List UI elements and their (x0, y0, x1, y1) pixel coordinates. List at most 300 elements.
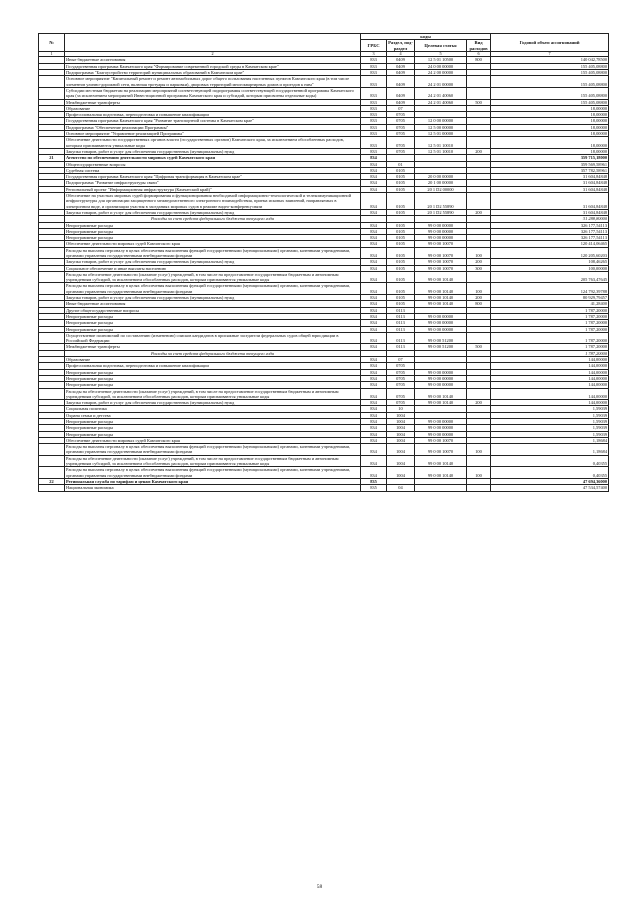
row-grbs-code: 834 (361, 295, 387, 301)
row-amount: 1 787,20000 (491, 332, 609, 344)
header-codes: коды (361, 34, 491, 40)
row-section-code: 0705 (387, 131, 415, 137)
row-amount: 18,00000 (491, 112, 609, 118)
table-row (39, 485, 609, 491)
row-grbs-code: 834 (361, 406, 387, 412)
row-target-code: 12 5 01 10500 (415, 57, 467, 63)
row-target-code: 99 0 00 10140 (415, 400, 467, 406)
row-expense-type-code (467, 87, 491, 99)
row-target-code: 20 0 00 00000 (415, 174, 467, 180)
row-name: Закупка товаров, работ и услуг для обеспечения государственных (муниципальных) нужд (65, 259, 361, 265)
row-target-code: 99 0 00 00000 (415, 235, 467, 241)
row-expense-type-code: 200 (467, 259, 491, 265)
row-section-code: 0105 (387, 265, 415, 271)
row-name: Закупка товаров, работ и услуг для обеспечения государственных (муниципальных) нужд (65, 148, 361, 154)
row-expense-type-code: 200 (467, 209, 491, 215)
row-name: Межбюджетные трансферты (65, 344, 361, 350)
row-target-code: 99 0 00 10070 (415, 247, 467, 259)
row-section-code: 0105 (387, 180, 415, 186)
row-section-code: 1004 (387, 431, 415, 437)
row-section-code: 1004 (387, 437, 415, 443)
header-section: Раздел, под- раздел (388, 40, 413, 51)
row-grbs-code: 834 (361, 437, 387, 443)
row-number (39, 444, 65, 456)
row-section-code: 0105 (387, 301, 415, 307)
row-target-code: 12 5 01 10010 (415, 137, 467, 149)
row-section-code: 0113 (387, 344, 415, 350)
row-name: Социальное обеспечение и иные выплаты населению (65, 265, 361, 271)
row-section-code: 1004 (387, 467, 415, 479)
row-amount: 1,59039 (491, 425, 609, 431)
row-grbs-code: 834 (361, 357, 387, 363)
row-grbs-code: 834 (361, 283, 387, 295)
row-section-code: 0705 (387, 369, 415, 375)
row-target-code: 99 0 00 10140 (415, 301, 467, 307)
row-grbs-code: 834 (361, 193, 387, 210)
row-target-code: 12 5 01 00000 (415, 131, 467, 137)
row-amount: 120 414,06465 (491, 241, 609, 247)
row-amount: 144,00000 (491, 388, 609, 400)
row-target-code: 99 0 00 00000 (415, 431, 467, 437)
row-target-code: 12 5 01 10010 (415, 148, 467, 154)
column-number: 7 (491, 51, 609, 57)
row-amount: 326 177,54113 (491, 228, 609, 234)
row-section-code: 01 (387, 161, 415, 167)
row-expense-type-code: 300 (467, 265, 491, 271)
row-amount: 1 787,20000 (491, 307, 609, 313)
table-row (39, 137, 609, 149)
row-number (39, 388, 65, 400)
row-section-code: 0105 (387, 283, 415, 295)
row-target-code: 99 0 00 00000 (415, 222, 467, 228)
row-number (39, 283, 65, 295)
row-name: Непрограммные расходы (65, 313, 361, 319)
row-amount: 1 787,20000 (491, 350, 609, 356)
row-name: Расходы на выплаты персоналу в целях обеспечения выполнения функций государственными (муниципальными) органами, казенными учреждениями, органами управления государственными внебюджетными фондами (65, 467, 361, 479)
row-grbs-code: 834 (361, 326, 387, 332)
row-name: Непрограммные расходы (65, 419, 361, 425)
budget-allocation-table (38, 33, 609, 492)
row-expense-type-code: 200 (467, 400, 491, 406)
row-name: Закупка товаров, работ и услуг для обеспечения государственных (муниципальных) нужд (65, 209, 361, 215)
row-target-code: 99 0 00 10140 (415, 295, 467, 301)
row-section-code: 0113 (387, 307, 415, 313)
row-name: Образование (65, 357, 361, 363)
row-grbs-code: 834 (361, 400, 387, 406)
row-section-code: 0705 (387, 400, 415, 406)
row-number (39, 87, 65, 99)
page-number: 58 (316, 884, 323, 890)
row-name: Непрограммные расходы (65, 228, 361, 234)
row-target-code: 99 0 00 10070 (415, 259, 467, 265)
row-section-code: 0705 (387, 375, 415, 381)
row-grbs-code: 834 (361, 313, 387, 319)
row-amount: 144,00000 (491, 369, 609, 375)
row-name: Закупка товаров, работ и услуг для обеспечения государственных (муниципальных) нужд (65, 400, 361, 406)
row-amount: 80 929,79457 (491, 295, 609, 301)
row-grbs-code: 833 (361, 99, 387, 105)
row-section-code: 0105 (387, 241, 415, 247)
row-section-code: 0105 (387, 174, 415, 180)
row-number: 21 (39, 155, 65, 161)
row-grbs-code: 834 (361, 222, 387, 228)
row-number: 22 (39, 478, 65, 484)
row-name: Обеспечение деятельности мировых судей Камчатского края (65, 241, 361, 247)
row-target-code: 99 0 00 00000 (415, 369, 467, 375)
row-grbs-code: 834 (361, 431, 387, 437)
row-section-code: 0705 (387, 382, 415, 388)
row-target-code: 99 0 00 10140 (415, 467, 467, 479)
row-expense-type-code: 100 (467, 444, 491, 456)
row-grbs-code: 833 (361, 57, 387, 63)
row-target-code: 99 0 00 10140 (415, 271, 467, 283)
table-row (39, 283, 609, 295)
row-amount: 31 604,84848 (491, 186, 609, 192)
row-amount: 144,00000 (491, 375, 609, 381)
row-target-code: 24 2 01 00000 (415, 76, 467, 88)
row-grbs-code: 833 (361, 63, 387, 69)
row-amount: 1 787,20000 (491, 344, 609, 350)
row-grbs-code: 834 (361, 241, 387, 247)
row-name: Подпрограмма "Благоустройство территорий муниципальных образований в Камчатском крае" (65, 70, 361, 76)
row-amount: 326 177,54113 (491, 235, 609, 241)
row-amount: 357 782,58961 (491, 167, 609, 173)
column-number: 4 (387, 51, 415, 57)
row-amount: 359 569,58961 (491, 161, 609, 167)
row-name: Государственная программа Камчатского края "Развитие транспортной системы в Камчатском крае" (65, 118, 361, 124)
row-amount: 47 534,57400 (491, 485, 609, 491)
row-grbs-code: 834 (361, 167, 387, 173)
row-target-code: 20 1 00 00000 (415, 180, 467, 186)
row-number (39, 271, 65, 283)
header-number: № (39, 34, 65, 52)
row-amount: 144,00000 (491, 400, 609, 406)
row-grbs-code: 833 (361, 118, 387, 124)
column-number: 2 (65, 51, 361, 57)
row-grbs-code: 834 (361, 455, 387, 467)
row-name: Непрограммные расходы (65, 326, 361, 332)
row-grbs-code: 834 (361, 265, 387, 271)
row-amount: 326 177,54113 (491, 222, 609, 228)
row-number (39, 247, 65, 259)
row-name: Непрограммные расходы (65, 425, 361, 431)
row-amount: 31 288,80000 (491, 216, 609, 222)
row-section-code: 1004 (387, 455, 415, 467)
row-grbs-code: 833 (361, 137, 387, 149)
row-amount: 18,00000 (491, 137, 609, 149)
row-amount: 47 694,36000 (491, 478, 609, 484)
row-target-code: 12 5 00 00000 (415, 124, 467, 130)
row-amount: 0,40355 (491, 455, 609, 467)
row-target-code: 99 0 00 10140 (415, 455, 467, 467)
row-expense-type-code: 100 (467, 247, 491, 259)
row-name: Непрограммные расходы (65, 375, 361, 381)
row-amount: 41,28400 (491, 301, 609, 307)
header-name (65, 34, 361, 52)
row-expense-type-code (467, 485, 491, 491)
row-amount: 124 792,39788 (491, 283, 609, 295)
row-section-code: 0705 (387, 112, 415, 118)
row-name: Обеспечение на участках мировых судей формирования и функционирования необходимой информационно-технологической и телекоммуникационной инфраструктуры для организации защищенного межведомственного электронного взаимодействия, приема исковых заявлений, направляемых в электронном виде, и организации участия в заседаниях мировых судов в режиме видео-конференц-связи (65, 193, 361, 210)
row-grbs-code: 833 (361, 131, 387, 137)
row-grbs-code: 834 (361, 174, 387, 180)
row-name: Непрограммные расходы (65, 431, 361, 437)
row-number (39, 76, 65, 88)
row-section-code: 0105 (387, 193, 415, 210)
row-name: Агентство по обеспечению деятельности мировых судей Камчатского края (65, 155, 361, 161)
row-grbs-code: 834 (361, 344, 387, 350)
row-name: Другие общегосударственные вопросы (65, 307, 361, 313)
row-target-code: 20 1 D2 55890 (415, 193, 467, 210)
row-amount: 144,00000 (491, 357, 609, 363)
row-amount: 31 604,84848 (491, 180, 609, 186)
row-name: Основное мероприятие "Управление реализацией Программы" (65, 131, 361, 137)
row-section-code: 0409 (387, 70, 415, 76)
table-row (39, 455, 609, 467)
row-expense-type-code: 200 (467, 148, 491, 154)
header-expense-type: Вид расходов (467, 40, 491, 52)
row-section-code: 0409 (387, 99, 415, 105)
row-number (39, 485, 65, 491)
row-name: Расходы на выплаты персоналу в целях обеспечения выполнения функций государственными (муниципальными) органами, казенными учреждениями, органами управления государственными внебюджетными фондами (65, 247, 361, 259)
row-section-code: 0105 (387, 209, 415, 215)
row-amount: 18,00000 (491, 118, 609, 124)
row-target-code: 99 0 00 00000 (415, 425, 467, 431)
row-name: Непрограммные расходы (65, 222, 361, 228)
row-amount: 144,00000 (491, 382, 609, 388)
row-amount: 155 405,08800 (491, 76, 609, 88)
row-target-code: 99 0 00 00000 (415, 419, 467, 425)
row-section-code: 1004 (387, 444, 415, 456)
table-row (39, 247, 609, 259)
row-name: Общегосударственные вопросы (65, 161, 361, 167)
row-name: Региональный проект "Информационная инфраструктура (Камчатский край)" (65, 186, 361, 192)
row-amount: 1,18684 (491, 437, 609, 443)
row-grbs-code: 835 (361, 485, 387, 491)
row-target-code: 24 2 01 40060 (415, 87, 467, 99)
row-section-code: 0105 (387, 228, 415, 234)
row-section-code: 1004 (387, 425, 415, 431)
table-row (39, 76, 609, 88)
row-target-code: 99 0 00 10070 (415, 241, 467, 247)
row-grbs-code: 834 (361, 235, 387, 241)
row-section-code: 0105 (387, 235, 415, 241)
row-target-code (415, 485, 467, 491)
row-section-code: 10 (387, 406, 415, 412)
row-target-code: 99 0 00 10140 (415, 283, 467, 295)
row-amount: 140 042,78500 (491, 57, 609, 63)
row-target-code: 99 0 00 10140 (415, 388, 467, 400)
row-number (39, 332, 65, 344)
row-target-code: 24 0 00 00000 (415, 63, 467, 69)
row-name: Образование (65, 105, 361, 111)
row-section-code: 0705 (387, 388, 415, 400)
table-body (39, 57, 609, 491)
row-target-code: 99 0 00 10070 (415, 265, 467, 271)
row-section-code: 04 (387, 485, 415, 491)
row-amount: 18,00000 (491, 124, 609, 130)
row-section-code: 0105 (387, 271, 415, 283)
row-name: Расходы на выплаты персоналу в целях обеспечения выполнения функций государственными (муниципальными) органами, казенными учреждениями, органами управления государственными внебюджетными фондами (65, 444, 361, 456)
row-expense-type-code: 200 (467, 295, 491, 301)
table-row (39, 87, 609, 99)
row-amount: 31 604,84848 (491, 193, 609, 210)
row-amount: 144,00000 (491, 363, 609, 369)
row-grbs-code: 834 (361, 419, 387, 425)
row-expense-type-code (467, 76, 491, 88)
row-name: Субсидии местным бюджетам на реализацию мероприятий соответствующей подпрограммы соответствующей государственной программы Камчатского края (за исключением мероприятий Инвестиционной программы Камчатского края и субсидий, которым присвоены отдельные коды) (65, 87, 361, 99)
row-target-code: 99 0 00 00000 (415, 375, 467, 381)
row-grbs-code: 834 (361, 467, 387, 479)
row-section-code: 0409 (387, 63, 415, 69)
row-name: Расходы на обеспечение деятельности (оказание услуг) учреждений, в том числе на предоставление государственным бюджетным и автономным учреждениям субсидий, за исключением обособленных расходов, которым присваиваются уникальные коды (65, 388, 361, 400)
row-amount: 1 787,20000 (491, 320, 609, 326)
row-amount: 1 787,20000 (491, 326, 609, 332)
row-target-code: 99 0 00 00000 (415, 326, 467, 332)
row-name: Подпрограмма "Развитие инфраструктуры связи" (65, 180, 361, 186)
row-section-code: 0705 (387, 148, 415, 154)
row-section-code: 0105 (387, 259, 415, 265)
row-target-code: 99 0 00 00000 (415, 313, 467, 319)
table-row (39, 467, 609, 479)
row-grbs-code: 833 (361, 70, 387, 76)
header-target: Целевая статья (415, 40, 467, 52)
row-amount: 100,00000 (491, 265, 609, 271)
row-amount: 1,59039 (491, 419, 609, 425)
row-name: Государственная программа Камчатского края "Цифровая трансформация в Камчатском крае" (65, 174, 361, 180)
row-name: Расходы за счет средств федерального бюджета текущего года (65, 350, 361, 356)
row-grbs-code: 833 (361, 87, 387, 99)
row-amount: 155 405,08800 (491, 99, 609, 105)
column-number: 3 (361, 51, 387, 57)
row-amount: 155 405,08800 (491, 70, 609, 76)
row-grbs-code: 834 (361, 155, 387, 161)
row-expense-type-code: 100 (467, 467, 491, 479)
row-name: Обеспечение деятельности мировых судей Камчатского края (65, 437, 361, 443)
row-grbs-code: 833 (361, 112, 387, 118)
row-expense-type-code: 100 (467, 283, 491, 295)
row-name: Обеспечение деятельности государственных органов власти (государственных органов) Камчатского края, за исключением обособленных расходов, которым присваиваются уникальные коды (65, 137, 361, 149)
column-number: 5 (415, 51, 467, 57)
row-amount: 18,00000 (491, 131, 609, 137)
row-number (39, 467, 65, 479)
row-number (39, 455, 65, 467)
row-target-code: 20 1 D2 55890 (415, 209, 467, 215)
row-name: Подпрограмма "Обеспечение реализации Программы" (65, 124, 361, 130)
row-target-code: 24 2 01 40060 (415, 99, 467, 105)
row-amount: 359 715,18000 (491, 155, 609, 161)
row-name: Иные бюджетные ассигнования (65, 301, 361, 307)
row-amount: 205 763,47645 (491, 271, 609, 283)
row-grbs-code: 835 (361, 478, 387, 484)
row-section-code: 0113 (387, 326, 415, 332)
row-section-code: 0105 (387, 186, 415, 192)
row-grbs-code: 834 (361, 301, 387, 307)
row-target-code: 24 2 00 00000 (415, 70, 467, 76)
row-amount: 155 405,08800 (491, 63, 609, 69)
row-grbs-code: 833 (361, 105, 387, 111)
row-grbs-code: 833 (361, 76, 387, 88)
row-amount: 31 604,84848 (491, 209, 609, 215)
row-grbs-code: 834 (361, 228, 387, 234)
row-section-code: 07 (387, 357, 415, 363)
row-grbs-code: 834 (361, 388, 387, 400)
row-grbs-code: 834 (361, 425, 387, 431)
row-name: Социальная политика (65, 406, 361, 412)
table-row (39, 193, 609, 210)
row-name: Иные бюджетные ассигнования (65, 57, 361, 63)
row-amount: 0,40355 (491, 467, 609, 479)
row-grbs-code: 834 (361, 247, 387, 259)
table-row (39, 332, 609, 344)
row-name: Расходы на обеспечение деятельности (оказание услуг) учреждений, в том числе на предоставление государственным бюджетным и автономным учреждениям субсидий, за исключением обособленных расходов, которым присваиваются уникальные коды (65, 271, 361, 283)
row-amount: 108,46265 (491, 259, 609, 265)
row-grbs-code: 834 (361, 186, 387, 192)
row-section-code: 0105 (387, 167, 415, 173)
row-name: Профессиональная подготовка, переподготовка и повышение квалификации (65, 112, 361, 118)
row-section-code: 0705 (387, 137, 415, 149)
row-grbs-code: 834 (361, 412, 387, 418)
row-target-code: 99 0 00 51200 (415, 332, 467, 344)
row-target-code: 99 0 00 00000 (415, 320, 467, 326)
column-number: 6 (467, 51, 491, 57)
table-row (39, 444, 609, 456)
row-grbs-code: 834 (361, 180, 387, 186)
row-section-code: 07 (387, 105, 415, 111)
row-section-code: 0705 (387, 363, 415, 369)
row-amount: 1 787,20000 (491, 313, 609, 319)
row-grbs-code: 834 (361, 444, 387, 456)
row-target-code: 12 0 00 00000 (415, 118, 467, 124)
row-grbs-code: 834 (361, 307, 387, 313)
row-name: Расходы на обеспечение деятельности (оказание услуг) учреждений, в том числе на предоставление государственным бюджетным и автономным учреждениям субсидий, за исключением обособленных расходов, которым присваиваются уникальные коды (65, 455, 361, 467)
table-row (39, 271, 609, 283)
row-section-code: 0705 (387, 124, 415, 130)
row-name: Региональная служба по тарифам и ценам Камчатского края (65, 478, 361, 484)
row-expense-type-code: 500 (467, 99, 491, 105)
row-amount: 155 405,08800 (491, 87, 609, 99)
row-name: Непрограммные расходы (65, 369, 361, 375)
row-target-code: 99 0 00 00000 (415, 382, 467, 388)
row-target-code: 99 0 00 10070 (415, 437, 467, 443)
row-target-code: 99 0 00 10070 (415, 444, 467, 456)
row-expense-type-code: 500 (467, 344, 491, 350)
row-grbs-code: 834 (361, 369, 387, 375)
row-section-code: 0113 (387, 332, 415, 344)
row-target-code: 20 1 D2 00000 (415, 186, 467, 192)
row-grbs-code: 834 (361, 363, 387, 369)
row-number (39, 193, 65, 210)
row-section-code: 0409 (387, 87, 415, 99)
row-section-code: 0409 (387, 76, 415, 88)
row-section-code: 0409 (387, 57, 415, 63)
row-grbs-code: 834 (361, 271, 387, 283)
row-expense-type-code (467, 455, 491, 467)
row-amount: 1,59039 (491, 412, 609, 418)
row-name: Основное мероприятие "Капитальный ремонт и ремонт автомобильных дорог общего пользования населенных пунктов Камчатского края (в том числе элементов улично-дорожной сети, включая тротуары и парковки), дворовых территорий многоквартирных домов и проездов к ним" (65, 76, 361, 88)
row-grbs-code: 834 (361, 332, 387, 344)
row-amount: 1,59039 (491, 406, 609, 412)
header-amount: Годовой объем ассигнований (491, 34, 609, 52)
row-grbs-code: 833 (361, 124, 387, 130)
row-name: Судебная система (65, 167, 361, 173)
row-grbs-code: 834 (361, 382, 387, 388)
row-grbs-code: 834 (361, 161, 387, 167)
row-name: Профессиональная подготовка, переподготовка и повышение квалификации (65, 363, 361, 369)
row-name: Закупка товаров, работ и услуг для обеспечения государственных (муниципальных) нужд (65, 295, 361, 301)
row-expense-type-code (467, 332, 491, 344)
row-section-code: 1004 (387, 412, 415, 418)
